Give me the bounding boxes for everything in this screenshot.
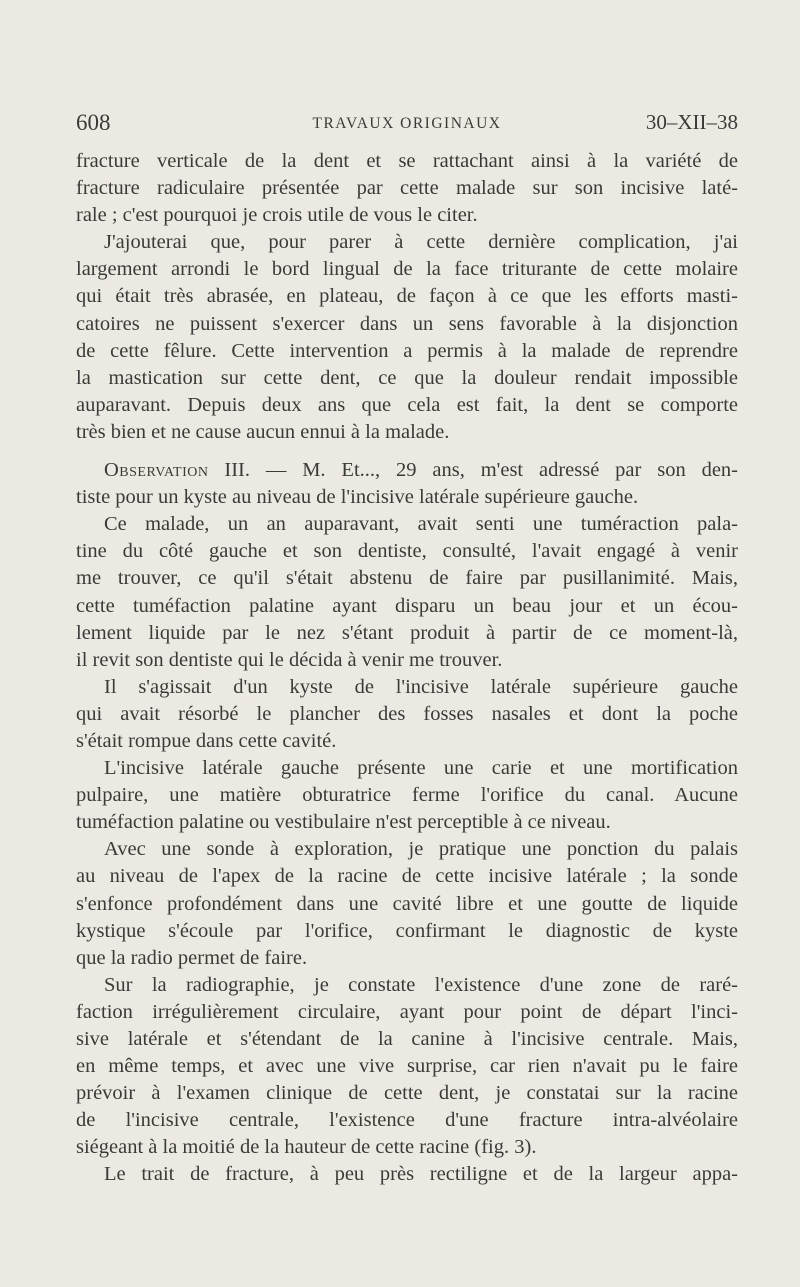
paragraph-history xyxy=(76,511,738,674)
text-line: de cette fêlure. Cette intervention a permis à la malade de reprendre xyxy=(76,339,738,362)
paragraph-incisor xyxy=(76,755,738,836)
running-title: TRAVAUX ORIGINAUX xyxy=(312,115,502,132)
text-line: fracture verticale de la dent et se rattachant ainsi à la variété de xyxy=(76,150,738,172)
text-line: lement liquide par le nez s'étant produit à partir de ce moment-là, xyxy=(76,621,738,644)
text-line: Ce malade, un an auparavant, avait senti une tuméraction pala- xyxy=(104,513,738,536)
text-line: au niveau de l'apex de la racine de cette incisive latérale ; la sonde xyxy=(76,865,738,888)
text-line: cette tuméfaction palatine ayant disparu un beau jour et un écou- xyxy=(76,594,738,617)
text-line: Sur la radiographie, je constate l'existence d'une zone de raré- xyxy=(104,973,738,996)
text-line: en même temps, et avec une vive surprise, car rien n'avait pu le faire xyxy=(76,1055,738,1078)
section-gap xyxy=(76,446,738,457)
paragraph-intervention xyxy=(76,229,738,446)
page-number: 608 xyxy=(76,110,111,135)
body-text xyxy=(76,148,738,1189)
text-line xyxy=(76,457,738,484)
text-line: J'ajouterai que, pour parer à cette dernière complication, j'ai xyxy=(104,231,738,254)
text-line: qui avait résorbé le plancher des fosses nasales et dont la poche xyxy=(76,702,738,725)
paragraph-probe xyxy=(76,836,738,971)
text-line: pulpaire, une matière obturatrice ferme l'orifice du canal. Aucune xyxy=(76,784,738,807)
text-line: très bien et ne cause aucun ennui à la malade. xyxy=(76,420,450,443)
paragraph-continuation xyxy=(76,148,738,229)
text-line: largement arrondi le bord lingual de la face triturante de cette molaire xyxy=(76,258,738,281)
text-line: me trouver, ce qu'il s'était abstenu de faire par pusillanimité. Mais, xyxy=(76,567,738,590)
text-line: fracture radiculaire présentée par cette malade sur son incisive laté- xyxy=(76,177,738,200)
text-line: de l'incisive centrale, l'existence d'une fracture intra-alvéolaire xyxy=(76,1109,738,1132)
text-line: kystique s'écoule par l'orifice, confirmant le diagnostic de kyste xyxy=(76,919,738,942)
text-line: prévoir à l'examen clinique de cette dent, je constatai sur la racine xyxy=(76,1082,738,1105)
text-line: il revit son dentiste qui le décida à venir me trouver. xyxy=(76,648,503,671)
paragraph-cyst xyxy=(76,674,738,755)
text-line: faction irrégulièrement circulaire, ayant pour point de départ l'inci- xyxy=(76,1000,738,1023)
text-line: s'était rompue dans cette cavité. xyxy=(76,729,337,752)
observation-text: III. — M. Et..., 29 ans, m'est adressé par son den- xyxy=(208,459,738,482)
text-line: Le trait de fracture, à peu près rectiligne et de la largeur appa- xyxy=(104,1163,738,1186)
paragraph-fracture xyxy=(76,1161,738,1188)
page-header xyxy=(76,110,738,140)
text-line: rale ; c'est pourquoi je crois utile de vous le citer. xyxy=(76,204,478,227)
text-line: siégeant à la moitié de la hauteur de cette racine (fig. 3). xyxy=(76,1136,537,1159)
text-line: Il s'agissait d'un kyste de l'incisive latérale supérieure gauche xyxy=(104,675,738,698)
text-line: sive latérale et s'étendant de la canine à l'incisive centrale. Mais, xyxy=(76,1028,738,1050)
text-line: auparavant. Depuis deux ans que cela est fait, la dent se comporte xyxy=(76,393,738,416)
text-line: qui était très abrasée, en plateau, de façon à ce que les efforts masti- xyxy=(76,285,738,308)
paragraph-observation xyxy=(76,457,738,511)
text-line: Avec une sonde à exploration, je pratique une ponction du palais xyxy=(104,838,738,861)
paragraph-radiography xyxy=(76,972,738,1162)
header-date: 30–XII–38 xyxy=(645,110,738,134)
text-line: tine du côté gauche et son dentiste, consulté, l'avait engagé à venir xyxy=(76,540,738,563)
text-line: tiste pour un kyste au niveau de l'incisive latérale supérieure gauche. xyxy=(76,486,639,509)
text-line: catoires ne puissent s'exercer dans un sens favorable à la disjonction xyxy=(76,312,738,335)
text-line: que la radio permet de faire. xyxy=(76,946,308,969)
text-line: L'incisive latérale gauche présente une carie et une mortification xyxy=(104,757,738,780)
observation-label: Observation xyxy=(104,459,209,482)
text-line: la mastication sur cette dent, ce que la douleur rendait impossible xyxy=(76,366,738,389)
text-line: tuméfaction palatine ou vestibulaire n'est perceptible à ce niveau. xyxy=(76,811,611,834)
text-line: s'enfonce profondément dans une cavité libre et une goutte de liquide xyxy=(76,892,738,915)
